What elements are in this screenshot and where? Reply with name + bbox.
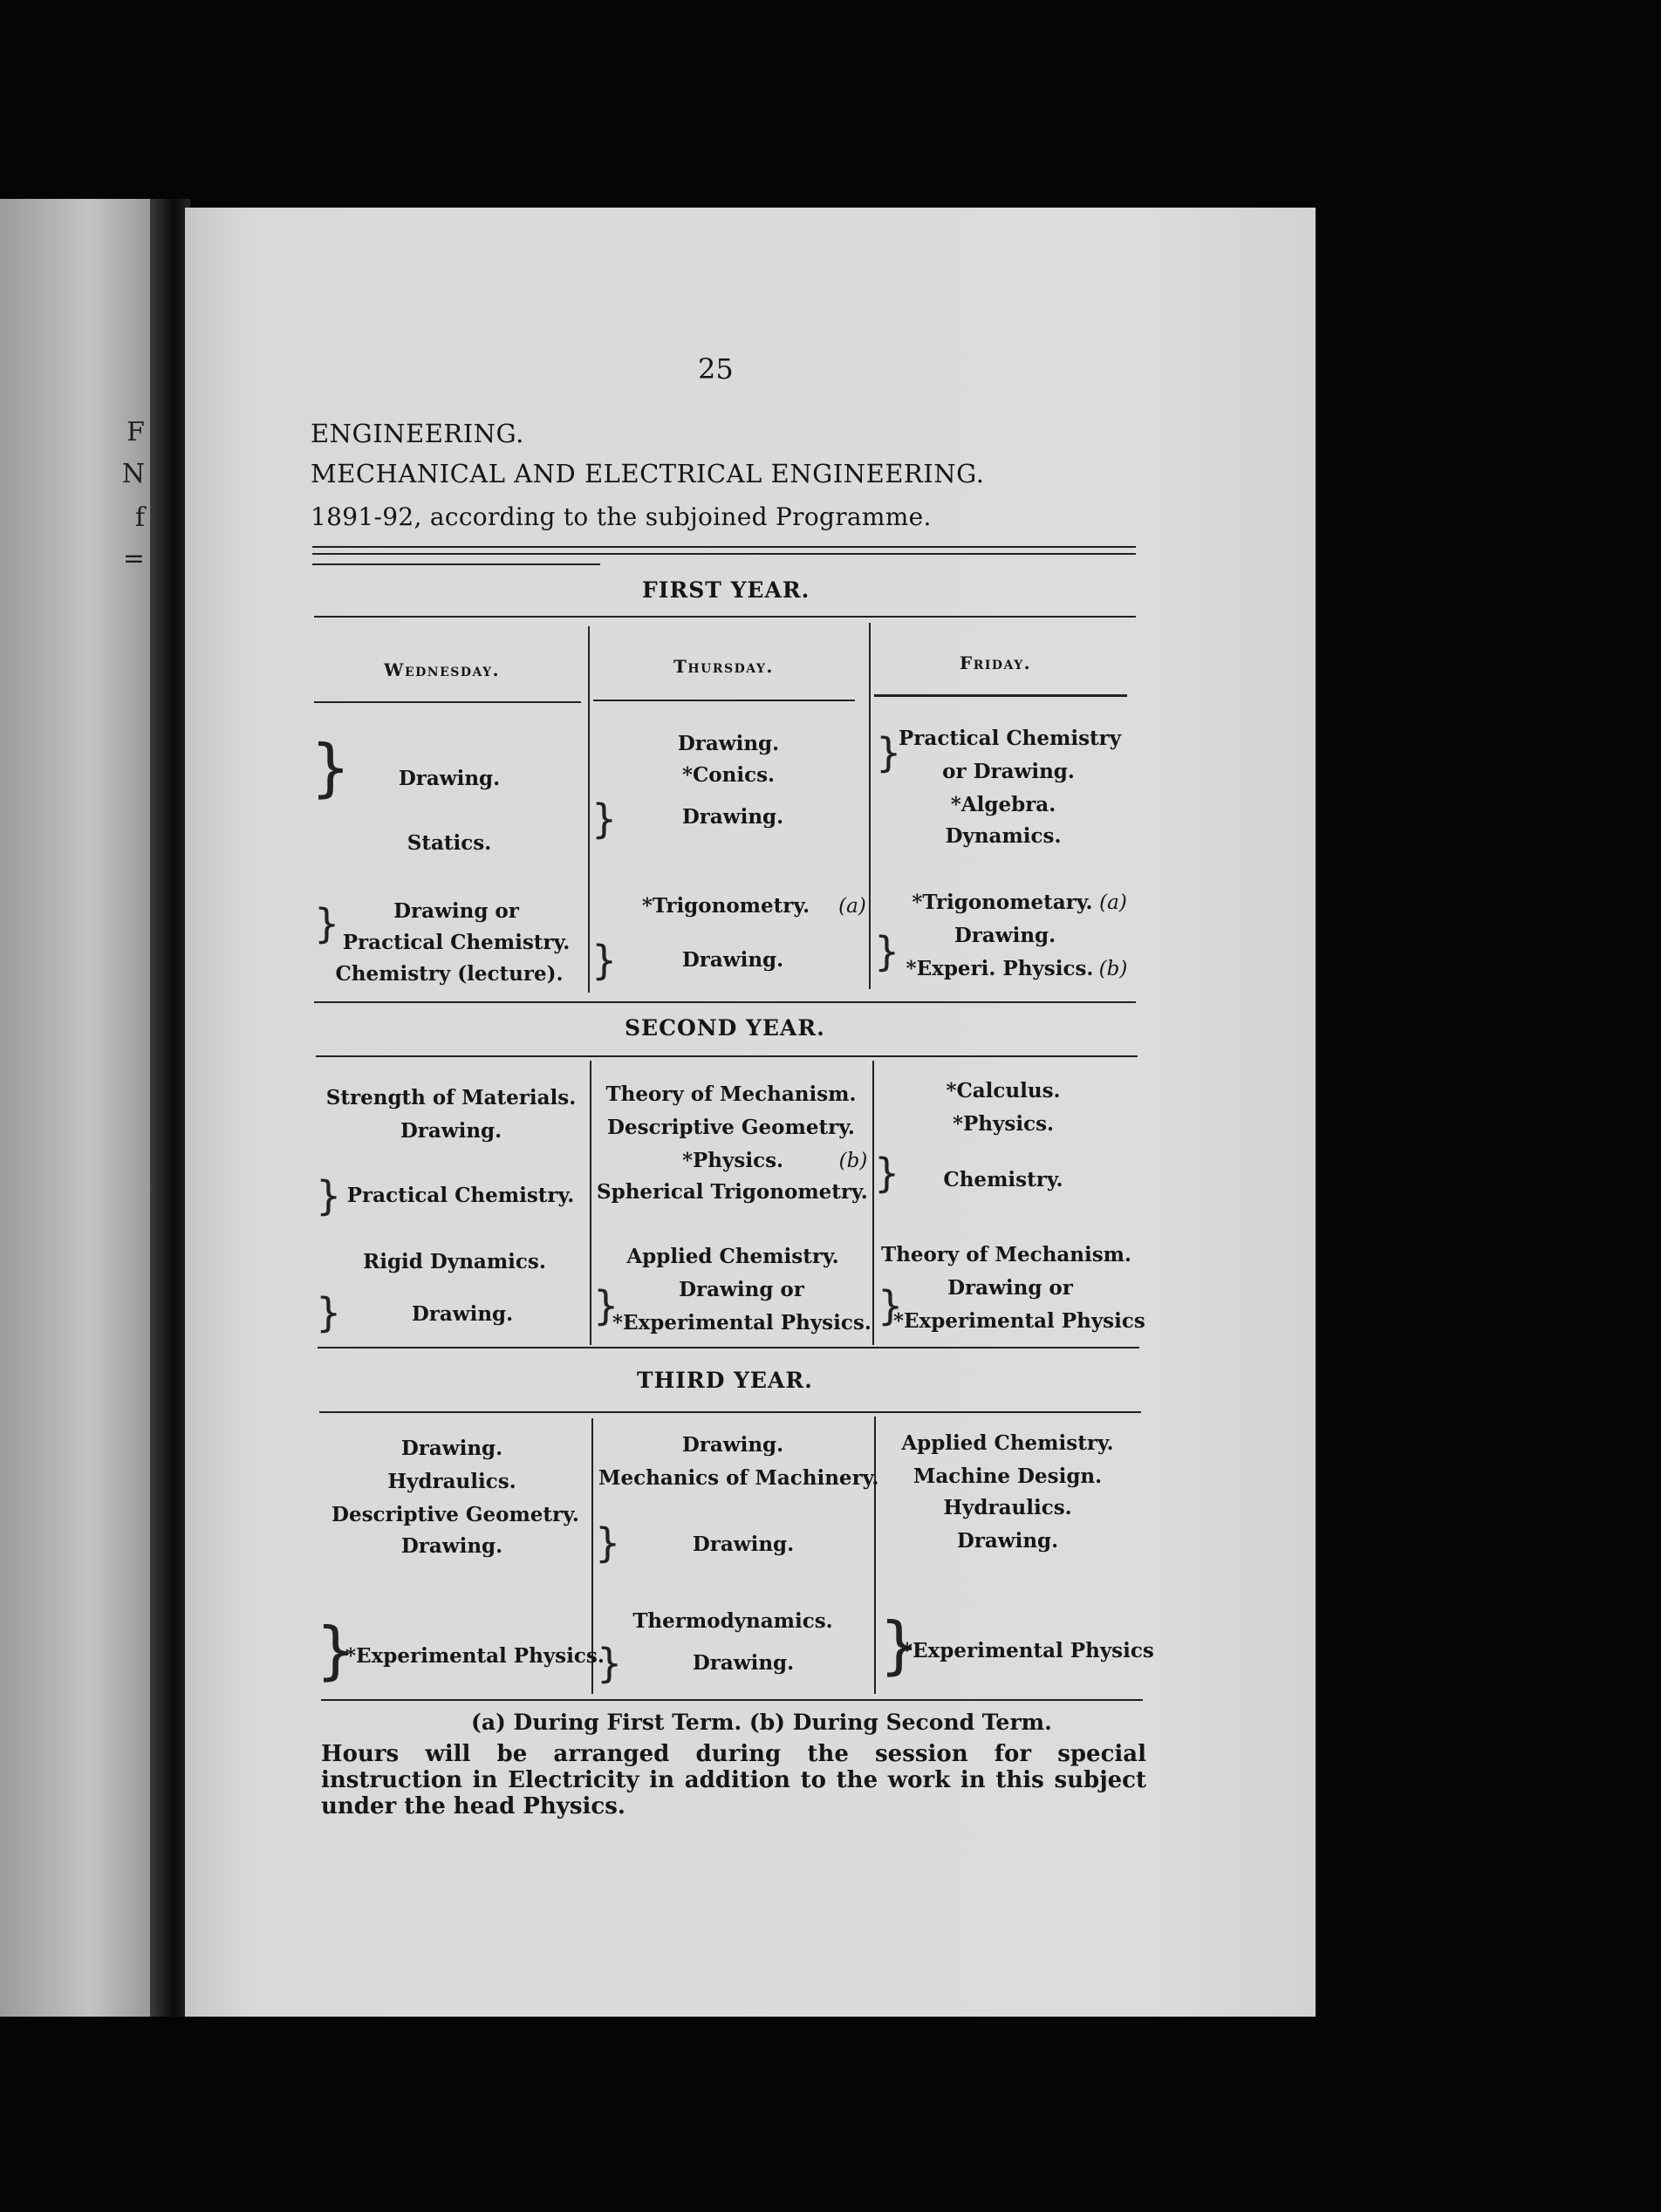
schedule-cell: Drawing or xyxy=(947,1276,1073,1300)
brace-icon: } xyxy=(316,1289,342,1336)
schedule-cell: Hydraulics. xyxy=(943,1496,1072,1519)
schedule-cell: Chemistry (lecture). xyxy=(335,962,564,986)
schedule-cell: *Physics. xyxy=(952,1112,1055,1136)
schedule-cell: Drawing. xyxy=(681,805,784,829)
schedule-cell: Statics. xyxy=(407,831,492,855)
schedule-cell: *Calculus. xyxy=(946,1079,1061,1103)
schedule-cell: *Trigonometry. xyxy=(641,894,810,918)
brace-icon: } xyxy=(316,1172,342,1219)
brace-icon: } xyxy=(591,937,618,984)
brace-icon: } xyxy=(593,1282,619,1329)
schedule-cell: *Experimental Physics xyxy=(893,1309,1145,1333)
schedule-cell: *Trigonometary. xyxy=(912,891,1093,914)
section-subheading: MECHANICAL AND ELECTRICAL ENGINEERING. xyxy=(311,459,985,488)
top-rule-short xyxy=(312,563,600,565)
left-page-fragment: F xyxy=(126,417,145,447)
schedule-cell: Thermodynamics. xyxy=(632,1609,833,1633)
section-heading: ENGINEERING. xyxy=(311,419,524,448)
schedule-cell: Drawing. xyxy=(681,948,784,972)
page-number: 25 xyxy=(698,352,734,386)
day-wednesday: Wednesday. xyxy=(384,659,501,680)
schedule-cell: Descriptive Geometry. xyxy=(607,1116,855,1139)
schedule-cell: *Physics. xyxy=(681,1149,784,1172)
brace-icon: } xyxy=(879,1608,919,1682)
brace-icon: } xyxy=(597,1640,623,1687)
schedule-cell: Descriptive Geometry. xyxy=(332,1503,579,1526)
schedule-cell: Rigid Dynamics. xyxy=(363,1250,546,1273)
schedule-cell: Applied Chemistry. xyxy=(901,1431,1114,1455)
left-page-fragment: f xyxy=(134,502,145,533)
left-page-edge xyxy=(0,199,150,2017)
schedule-cell: Practical Chemistry. xyxy=(346,1184,575,1207)
day-friday: Friday. xyxy=(960,652,1032,673)
schedule-cell: Drawing or xyxy=(393,899,519,923)
brace-icon: } xyxy=(595,1519,621,1567)
schedule-cell: Drawing. xyxy=(400,1534,503,1558)
schedule-cell: Drawing. xyxy=(400,1119,502,1143)
schedule-cell: *Experimental Physics. xyxy=(345,1644,605,1668)
brace-icon: } xyxy=(314,900,340,947)
schedule-cell: Practical Chemistry xyxy=(899,727,1122,750)
schedule-cell: Theory of Mechanism. xyxy=(605,1082,857,1106)
top-rule xyxy=(312,553,1136,555)
rule xyxy=(314,616,1136,618)
column-divider xyxy=(869,623,871,989)
schedule-cell: Strength of Materials. xyxy=(325,1086,577,1109)
column-divider xyxy=(588,626,590,993)
schedule-cell: or Drawing. xyxy=(942,760,1075,783)
schedule-cell: Drawing. xyxy=(398,767,501,790)
footnote-marker: (b) xyxy=(1098,958,1128,980)
brace-icon: } xyxy=(591,795,618,843)
schedule-cell: Chemistry. xyxy=(943,1168,1063,1191)
column-divider xyxy=(590,1061,591,1345)
brace-icon: } xyxy=(876,729,902,776)
rule xyxy=(593,700,855,701)
session-line: 1891-92, according to the subjoined Programme. xyxy=(311,502,932,531)
schedule-cell: *Algebra. xyxy=(950,793,1056,816)
left-page-fragment: = xyxy=(122,543,145,574)
schedule-cell: Drawing. xyxy=(954,924,1056,947)
rule xyxy=(321,1699,1143,1701)
schedule-cell: *Experi. Physics. xyxy=(906,957,1094,980)
first-year-title: FIRST YEAR. xyxy=(642,577,810,603)
second-year-title: SECOND YEAR. xyxy=(625,1015,825,1041)
brace-icon: } xyxy=(874,1150,900,1197)
schedule-cell: Drawing. xyxy=(681,1433,784,1457)
schedule-cell: *Experimental Physics xyxy=(902,1639,1154,1662)
closing-paragraph: Hours will be arranged during the session for special instruction in Electricity in addition to the work in this subject under the head Physics. xyxy=(321,1741,1146,1819)
brace-icon: } xyxy=(874,928,900,975)
schedule-cell: Drawing. xyxy=(692,1651,795,1675)
schedule-cell: Drawing or xyxy=(679,1278,804,1301)
schedule-cell: Mechanics of Machinery. xyxy=(598,1466,879,1490)
brace-icon: } xyxy=(878,1282,904,1329)
footnote: (a) During First Term. (b) During Second Term. xyxy=(471,1710,1052,1735)
footnote-marker: (a) xyxy=(1099,891,1127,914)
day-thursday: Thursday. xyxy=(673,656,774,677)
rule xyxy=(874,694,1127,697)
rule xyxy=(319,1411,1141,1413)
schedule-cell: *Conics. xyxy=(681,763,776,787)
rule xyxy=(314,1001,1136,1003)
rule xyxy=(316,1055,1138,1057)
footnote-marker: (a) xyxy=(838,895,866,918)
left-page-fragment: N xyxy=(121,459,145,489)
brace-icon: } xyxy=(311,731,351,804)
schedule-cell: Practical Chemistry. xyxy=(342,931,571,954)
schedule-cell: Drawing. xyxy=(956,1529,1059,1553)
schedule-cell: Drawing. xyxy=(400,1437,503,1460)
schedule-cell: *Experimental Physics. xyxy=(612,1311,872,1335)
third-year-title: THIRD YEAR. xyxy=(637,1368,813,1393)
schedule-cell: Spherical Trigonometry. xyxy=(597,1180,868,1204)
column-divider xyxy=(874,1417,876,1694)
schedule-cell: Dynamics. xyxy=(945,824,1062,848)
schedule-cell: Hydraulics. xyxy=(387,1470,516,1493)
schedule-cell: Drawing. xyxy=(692,1533,795,1556)
rule xyxy=(314,701,581,703)
column-divider xyxy=(872,1061,874,1345)
schedule-cell: Applied Chemistry. xyxy=(626,1245,839,1268)
top-rule xyxy=(312,546,1136,548)
footnote-marker: (b) xyxy=(838,1150,868,1172)
schedule-cell: Drawing. xyxy=(677,732,780,755)
schedule-cell: Machine Design. xyxy=(913,1464,1103,1488)
brace-icon: } xyxy=(316,1614,356,1687)
rule xyxy=(318,1347,1139,1348)
schedule-cell: Drawing. xyxy=(411,1302,514,1326)
schedule-cell: Theory of Mechanism. xyxy=(881,1243,1132,1266)
